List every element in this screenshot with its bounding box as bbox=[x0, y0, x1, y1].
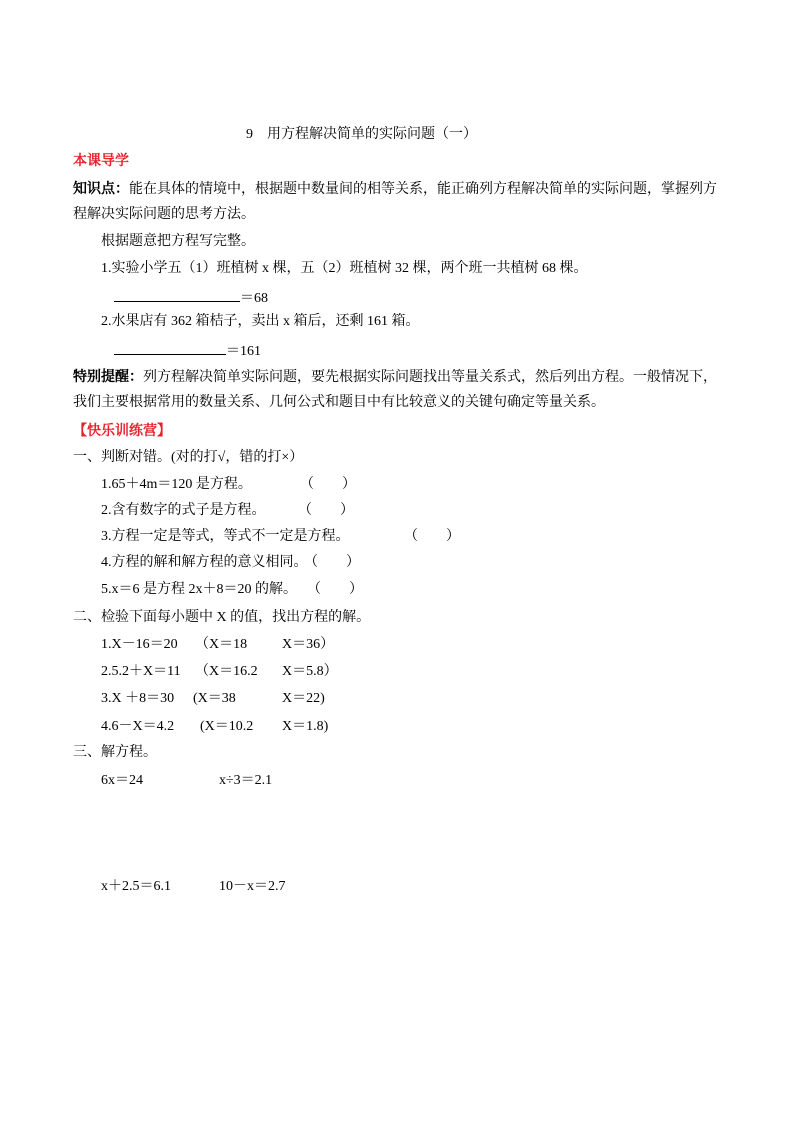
reminder-label: 特别提醒： bbox=[73, 368, 143, 384]
check-eq-1: 1.X－16＝20 bbox=[101, 637, 178, 652]
answer-line-2 bbox=[114, 340, 261, 358]
judge-item-3: 3.方程一定是等式，等式不一定是方程。 bbox=[101, 529, 350, 544]
part1-title: 一、判断对错。(对的打√，错的打×） bbox=[73, 450, 304, 465]
judge-item-4: 4.方程的解和解方程的意义相同。 bbox=[101, 555, 308, 570]
solve-eq-1: 6x＝24 bbox=[101, 773, 143, 788]
solve-eq-3: x＋2.5＝6.1 bbox=[101, 879, 171, 894]
question-1: 1.实验小学五（1）班植树 x 棵，五（2）班植树 32 棵，两个班一共植树 68 棵。 bbox=[101, 261, 588, 276]
solve-eq-2: x÷3＝2.1 bbox=[219, 773, 273, 788]
judge-item-2: 2.含有数字的式子是方程。 bbox=[101, 503, 266, 518]
judge-bracket-5[interactable]: （ ） bbox=[307, 582, 363, 597]
solve-eq-4: 10－x＝2.7 bbox=[219, 879, 286, 894]
check-opt1-2: （X＝16.2 bbox=[195, 664, 258, 679]
judge-item-5: 5.x＝6 是方程 2x＋8＝20 的解。 bbox=[101, 582, 297, 597]
judge-bracket-2[interactable]: （ ） bbox=[298, 503, 354, 518]
reminder-line-1 bbox=[73, 367, 717, 385]
check-opt1-4: (X＝10.2 bbox=[200, 719, 254, 734]
answer-blank-1[interactable] bbox=[114, 287, 240, 302]
check-eq-2: 2.5.2＋X＝11 bbox=[101, 664, 181, 679]
part2-title: 二、检验下面每小题中 X 的值，找出方程的解。 bbox=[73, 610, 371, 625]
reminder-text: 列方程解决简单实际问题，要先根据实际问题找出等量关系式，然后列出方程。一般情况下， bbox=[143, 370, 717, 385]
knowledge-label: 知识点： bbox=[73, 180, 129, 196]
part3-title: 三、解方程。 bbox=[73, 745, 157, 760]
judge-item-1: 1.65＋4m＝120 是方程。 bbox=[101, 477, 252, 492]
reminder-line-2: 我们主要根据常用的数量关系、几何公式和题目中有比较意义的关键句确定等量关系。 bbox=[73, 395, 605, 410]
practice-heading: 【快乐训练营】 bbox=[73, 422, 171, 438]
knowledge-line-2: 程解决实际问题的思考方法。 bbox=[73, 207, 255, 222]
check-opt2-2: X＝5.8） bbox=[282, 664, 338, 679]
guide-heading: 本课导学 bbox=[73, 152, 129, 168]
answer-blank-2[interactable] bbox=[114, 340, 226, 355]
instruction: 根据题意把方程写完整。 bbox=[101, 234, 255, 249]
judge-bracket-4[interactable]: （ ） bbox=[304, 555, 360, 570]
question-2: 2.水果店有 362 箱桔子，卖出 x 箱后，还剩 161 箱。 bbox=[101, 314, 420, 329]
judge-bracket-1[interactable]: （ ） bbox=[300, 477, 356, 492]
check-opt2-1: X＝36） bbox=[282, 637, 335, 652]
answer-suffix-2: ＝161 bbox=[226, 344, 261, 359]
judge-bracket-3[interactable]: （ ） bbox=[404, 529, 460, 544]
check-opt1-3: (X＝38 bbox=[193, 691, 236, 706]
check-eq-3: 3.X ＋8＝30 bbox=[101, 691, 175, 706]
answer-line-1 bbox=[114, 287, 268, 305]
check-eq-4: 4.6－X＝4.2 bbox=[101, 719, 175, 734]
page-title: 9 用方程解决简单的实际问题（一） bbox=[246, 127, 477, 142]
answer-suffix-1: ＝68 bbox=[240, 291, 268, 306]
check-opt1-1: （X＝18 bbox=[195, 637, 248, 652]
knowledge-line-1 bbox=[73, 179, 717, 197]
check-opt2-4: X＝1.8) bbox=[282, 719, 329, 734]
check-opt2-3: X＝22) bbox=[282, 691, 325, 706]
knowledge-text: 能在具体的情境中，根据题中数量间的相等关系，能正确列方程解决简单的实际问题，掌握列方 bbox=[129, 182, 717, 197]
